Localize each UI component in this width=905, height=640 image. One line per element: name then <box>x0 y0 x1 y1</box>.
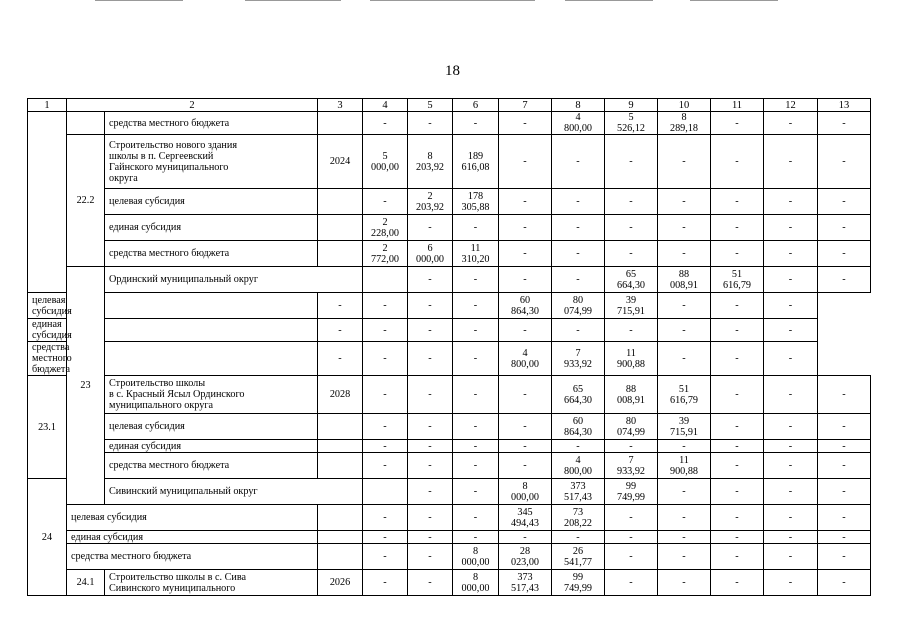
row-name: средства местного бюджета <box>105 453 318 479</box>
cell: - <box>499 189 552 215</box>
row-name: целевая субсидия <box>67 505 318 531</box>
cell: - <box>658 544 711 570</box>
top-rule <box>690 0 778 1</box>
cell: 7 933,92 <box>552 342 605 376</box>
cell: - <box>552 531 605 544</box>
cell: - <box>499 319 552 342</box>
cell: 4 800,00 <box>499 342 552 376</box>
cell: - <box>318 293 363 319</box>
cell: - <box>552 135 605 189</box>
cell: - <box>408 440 453 453</box>
cell: - <box>453 376 499 414</box>
cell: - <box>764 570 818 596</box>
cell: - <box>453 293 499 319</box>
cell: - <box>818 453 871 479</box>
sub-number: 24.1 <box>67 570 105 596</box>
cell: 8 000,00 <box>453 570 499 596</box>
cell: - <box>408 544 453 570</box>
cell: - <box>408 342 453 376</box>
year-cell: 2028 <box>318 376 363 414</box>
cell: - <box>818 440 871 453</box>
row-name: средства местного бюджета <box>105 241 318 267</box>
table-row <box>28 570 871 596</box>
cell: - <box>605 531 658 544</box>
cell: - <box>453 479 499 505</box>
cell: - <box>363 544 408 570</box>
cell: - <box>818 544 871 570</box>
cell: 99 749,99 <box>552 570 605 596</box>
cell: 2 228,00 <box>363 215 408 241</box>
cell: - <box>658 135 711 189</box>
cell: - <box>552 267 605 293</box>
cell: - <box>818 376 871 414</box>
cell: - <box>499 267 552 293</box>
cell: - <box>453 112 499 135</box>
cell: - <box>711 440 764 453</box>
cell: - <box>764 342 818 376</box>
cell: - <box>818 570 871 596</box>
cell: 6 000,00 <box>408 241 453 267</box>
table-row <box>28 414 871 440</box>
col-header: 5 <box>408 99 453 112</box>
district-name: Ординский муниципальный округ <box>105 267 363 293</box>
cell: - <box>711 189 764 215</box>
cell: - <box>453 440 499 453</box>
row-number-cell <box>28 112 67 293</box>
cell: 99 749,99 <box>605 479 658 505</box>
col-header: 12 <box>764 99 818 112</box>
header-row <box>28 99 871 112</box>
cell: - <box>408 531 453 544</box>
cell: - <box>552 215 605 241</box>
col-header: 7 <box>499 99 552 112</box>
cell: 7 933,92 <box>605 453 658 479</box>
table-row <box>28 544 871 570</box>
cell: - <box>818 135 871 189</box>
cell: - <box>658 505 711 531</box>
row-name: единая субсидия <box>105 215 318 241</box>
row-name: целевая субсидия <box>105 414 318 440</box>
cell: - <box>818 505 871 531</box>
cell: - <box>764 544 818 570</box>
year-cell <box>318 112 363 135</box>
cell: 8 203,92 <box>408 135 453 189</box>
cell: - <box>363 342 408 376</box>
cell: - <box>408 112 453 135</box>
cell: - <box>499 531 552 544</box>
row-name: целевая субсидия <box>105 189 318 215</box>
cell: - <box>658 319 711 342</box>
project-name: Строительство школы в с. Сива Сивинского муниципального <box>105 570 318 596</box>
sub-number: 23.1 <box>28 376 67 479</box>
cell: - <box>764 531 818 544</box>
table-row <box>28 479 871 505</box>
cell: 65 664,30 <box>552 376 605 414</box>
row-name: единая субсидия <box>67 531 318 544</box>
cell: - <box>658 293 711 319</box>
year-cell <box>105 293 318 319</box>
cell: - <box>453 215 499 241</box>
year-cell <box>318 215 363 241</box>
cell: - <box>711 570 764 596</box>
row-number: 23 <box>67 267 105 505</box>
cell: - <box>363 189 408 215</box>
year-cell: 2026 <box>318 570 363 596</box>
district-name: Сивинский муниципальный округ <box>105 479 363 505</box>
cell: - <box>408 453 453 479</box>
cell: 88 008,91 <box>605 376 658 414</box>
sub-number-cell <box>67 112 105 135</box>
table-row <box>28 376 871 414</box>
cell: - <box>764 440 818 453</box>
table-row <box>28 531 871 544</box>
cell: - <box>552 241 605 267</box>
cell: - <box>605 241 658 267</box>
col-header: 6 <box>453 99 499 112</box>
cell: - <box>318 319 363 342</box>
cell: - <box>363 319 408 342</box>
cell: - <box>363 453 408 479</box>
cell: - <box>658 215 711 241</box>
cell: - <box>318 342 363 376</box>
cell: - <box>711 453 764 479</box>
cell: - <box>363 112 408 135</box>
cell: - <box>363 376 408 414</box>
cell: - <box>363 293 408 319</box>
cell: - <box>764 135 818 189</box>
cell: - <box>453 342 499 376</box>
cell: - <box>408 293 453 319</box>
row-name: средства местного бюджета <box>67 544 318 570</box>
col-header: 11 <box>711 99 764 112</box>
col-header: 1 <box>28 99 67 112</box>
year-cell <box>318 440 363 453</box>
cell: - <box>363 505 408 531</box>
cell: - <box>658 440 711 453</box>
cell: - <box>363 414 408 440</box>
cell: - <box>818 112 871 135</box>
cell: 373 517,43 <box>552 479 605 505</box>
cell: - <box>764 414 818 440</box>
cell: 373 517,43 <box>499 570 552 596</box>
cell: - <box>408 319 453 342</box>
cell: - <box>408 414 453 440</box>
cell: - <box>764 505 818 531</box>
cell: - <box>711 215 764 241</box>
cell: - <box>658 570 711 596</box>
cell: - <box>711 241 764 267</box>
table-row <box>28 440 871 453</box>
top-rule <box>95 0 183 1</box>
col-header: 10 <box>658 99 711 112</box>
col-header: 8 <box>552 99 605 112</box>
cell: 2 203,92 <box>408 189 453 215</box>
cell: - <box>408 215 453 241</box>
cell: - <box>711 319 764 342</box>
table-row <box>28 189 871 215</box>
cell: - <box>658 479 711 505</box>
row-name: средства местного бюджета <box>105 112 318 135</box>
cell: - <box>552 189 605 215</box>
cell: - <box>764 112 818 135</box>
row-name: целевая субсидия <box>28 293 105 319</box>
cell: 8 289,18 <box>658 112 711 135</box>
year-cell <box>318 505 363 531</box>
cell: 2 772,00 <box>363 241 408 267</box>
cell: - <box>552 440 605 453</box>
cell: - <box>764 453 818 479</box>
table-row <box>28 241 871 267</box>
budget-table <box>27 98 871 596</box>
cell: - <box>658 241 711 267</box>
cell: 60 864,30 <box>499 293 552 319</box>
top-rule <box>565 0 653 1</box>
cell: - <box>552 319 605 342</box>
cell: - <box>711 112 764 135</box>
top-rule <box>245 0 341 1</box>
col-header: 4 <box>363 99 408 112</box>
table-row <box>28 505 871 531</box>
cell: 60 864,30 <box>552 414 605 440</box>
year-cell <box>318 544 363 570</box>
cell: 5 526,12 <box>605 112 658 135</box>
cell: - <box>363 531 408 544</box>
table-row <box>28 342 871 376</box>
cell: 11 310,20 <box>453 241 499 267</box>
cell: 4 800,00 <box>552 112 605 135</box>
cell: - <box>605 189 658 215</box>
cell: - <box>499 440 552 453</box>
cell: - <box>711 414 764 440</box>
cell: - <box>363 570 408 596</box>
cell: - <box>499 376 552 414</box>
year-cell <box>318 241 363 267</box>
cell: - <box>408 376 453 414</box>
top-rule <box>370 0 535 1</box>
cell: 88 008,91 <box>658 267 711 293</box>
cell: - <box>499 414 552 440</box>
year-cell <box>318 189 363 215</box>
cell: - <box>499 453 552 479</box>
cell: 28 023,00 <box>499 544 552 570</box>
row-number: 24 <box>28 479 67 596</box>
cell: - <box>818 215 871 241</box>
year-cell <box>105 319 318 342</box>
cell: 65 664,30 <box>605 267 658 293</box>
cell: - <box>711 342 764 376</box>
cell: - <box>711 135 764 189</box>
cell: - <box>711 293 764 319</box>
cell: - <box>764 319 818 342</box>
col-header: 2 <box>67 99 318 112</box>
cell: - <box>818 479 871 505</box>
cell: 5 000,00 <box>363 135 408 189</box>
cell: - <box>764 241 818 267</box>
cell: 51 616,79 <box>658 376 711 414</box>
year-cell <box>363 479 408 505</box>
cell: 80 074,99 <box>605 414 658 440</box>
cell: - <box>453 319 499 342</box>
cell: - <box>605 215 658 241</box>
cell: 345 494,43 <box>499 505 552 531</box>
cell: 73 208,22 <box>552 505 605 531</box>
cell: - <box>764 215 818 241</box>
year-cell <box>363 267 408 293</box>
cell: 4 800,00 <box>552 453 605 479</box>
col-header: 13 <box>818 99 871 112</box>
year-cell: 2024 <box>318 135 363 189</box>
cell: - <box>764 189 818 215</box>
table-row <box>28 112 871 135</box>
table-row <box>28 319 871 342</box>
cell: - <box>453 531 499 544</box>
cell: - <box>605 570 658 596</box>
cell: 8 000,00 <box>499 479 552 505</box>
cell: - <box>818 189 871 215</box>
cell: - <box>605 505 658 531</box>
cell: - <box>605 135 658 189</box>
table-row <box>28 267 871 293</box>
cell: - <box>711 531 764 544</box>
cell: - <box>408 479 453 505</box>
cell: - <box>499 112 552 135</box>
table-row <box>28 135 871 189</box>
cell: - <box>711 479 764 505</box>
cell: - <box>453 267 499 293</box>
cell: - <box>818 267 871 293</box>
cell: - <box>818 414 871 440</box>
cell: 178 305,88 <box>453 189 499 215</box>
cell: - <box>818 241 871 267</box>
cell: - <box>658 189 711 215</box>
cell: - <box>711 505 764 531</box>
cell: 8 000,00 <box>453 544 499 570</box>
cell: 26 541,77 <box>552 544 605 570</box>
cell: - <box>499 135 552 189</box>
cell: - <box>499 215 552 241</box>
cell: - <box>711 376 764 414</box>
cell: - <box>658 531 711 544</box>
cell: 51 616,79 <box>711 267 764 293</box>
col-header: 9 <box>605 99 658 112</box>
project-name: Строительство нового здания школы в п. Сергеевский Гайнского муниципального округа <box>105 135 318 189</box>
year-cell <box>318 453 363 479</box>
cell: 80 074,99 <box>552 293 605 319</box>
row-name: единая субсидия <box>105 440 318 453</box>
table-row <box>28 215 871 241</box>
cell: - <box>764 267 818 293</box>
cell: - <box>658 342 711 376</box>
table-row <box>28 453 871 479</box>
table-row <box>28 293 871 319</box>
cell: - <box>711 544 764 570</box>
cell: - <box>499 241 552 267</box>
row-name: единая субсидия <box>28 319 105 342</box>
cell: - <box>408 505 453 531</box>
cell: - <box>605 440 658 453</box>
cell: - <box>453 414 499 440</box>
cell: - <box>605 319 658 342</box>
year-cell <box>105 342 318 376</box>
cell: - <box>764 293 818 319</box>
cell: 39 715,91 <box>605 293 658 319</box>
cell: - <box>453 453 499 479</box>
sub-number: 22.2 <box>67 135 105 267</box>
cell: - <box>408 570 453 596</box>
page-number: 18 <box>445 63 460 79</box>
cell: 11 900,88 <box>658 453 711 479</box>
cell: - <box>408 267 453 293</box>
cell: - <box>363 440 408 453</box>
cell: 11 900,88 <box>605 342 658 376</box>
cell: - <box>605 544 658 570</box>
cell: 39 715,91 <box>658 414 711 440</box>
cell: - <box>764 479 818 505</box>
project-name: Строительство школы в с. Красный Ясыл Ординского муниципального округа <box>105 376 318 414</box>
cell: - <box>764 376 818 414</box>
year-cell <box>318 531 363 544</box>
year-cell <box>318 414 363 440</box>
cell: - <box>818 531 871 544</box>
row-name: средства местного бюджета <box>28 342 105 376</box>
cell: - <box>453 505 499 531</box>
col-header: 3 <box>318 99 363 112</box>
cell: 189 616,08 <box>453 135 499 189</box>
